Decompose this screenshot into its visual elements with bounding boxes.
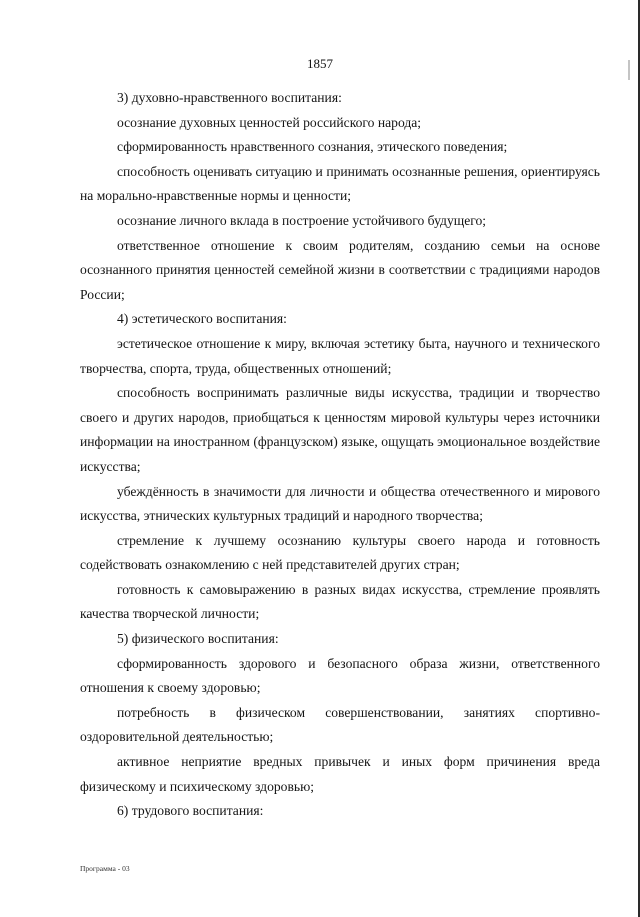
paragraph: сформированность здорового и безопасного образа жизни, ответственного отношения к своему здоровью;: [80, 655, 600, 696]
scan-artifact: [628, 60, 630, 80]
paragraph: способность оценивать ситуацию и принимать осознанные решения, ориентируясь на морально-нравственные нормы и ценности;: [80, 163, 600, 204]
section-heading: 6) трудового воспитания:: [117, 803, 264, 819]
document-body: [80, 86, 600, 824]
paragraph: эстетическое отношение к миру, включая эстетику быта, научного и технического творчества, спорта, труда, общественных отношений;: [80, 335, 600, 376]
paragraph: активное неприятие вредных привычек и иных форм причинения вреда физическому и психическому здоровью;: [80, 754, 600, 794]
paragraph: сформированность нравственного сознания, этического поведения;: [117, 139, 508, 155]
section-heading: 5) физического воспитания:: [117, 631, 279, 647]
paragraph: ответственное отношение к своим родителям, созданию семьи на основе осознанного принятия ценностей семейной жизни в соответствии с традициями народов России;: [80, 237, 600, 302]
paragraph: осознание личного вклада в построение устойчивого будущего;: [117, 212, 487, 228]
page-number: 1857: [307, 56, 333, 71]
paragraph: убеждённость в значимости для личности и общества отечественного и мирового искусства, этнических культурных традиций и народного творчества;: [80, 483, 600, 524]
paragraph: осознание духовных ценностей российского народа;: [117, 114, 422, 130]
paragraph: способность воспринимать различные виды искусства, традиции и творчество своего и других народов, приобщаться к ценностям мировой культуры через источники информации на иностранном (французском) языке, ощущать эмоциональное воздействие искусства;: [80, 385, 600, 474]
paragraph: готовность к самовыражению в разных видах искусства, стремление проявлять качества творческой личности;: [80, 581, 600, 622]
paragraph: потребность в физическом совершенствовании, занятиях спортивно-оздоровительной деятельностью;: [80, 704, 600, 745]
paragraph: стремление к лучшему осознанию культуры своего народа и готовность содействовать ознакомлению с ней представителей других стран;: [80, 532, 600, 573]
section-heading: 3) духовно-нравственного воспитания:: [117, 90, 342, 105]
page-footer: Программа - 03: [80, 864, 130, 873]
section-heading: 4) эстетического воспитания:: [117, 311, 287, 327]
